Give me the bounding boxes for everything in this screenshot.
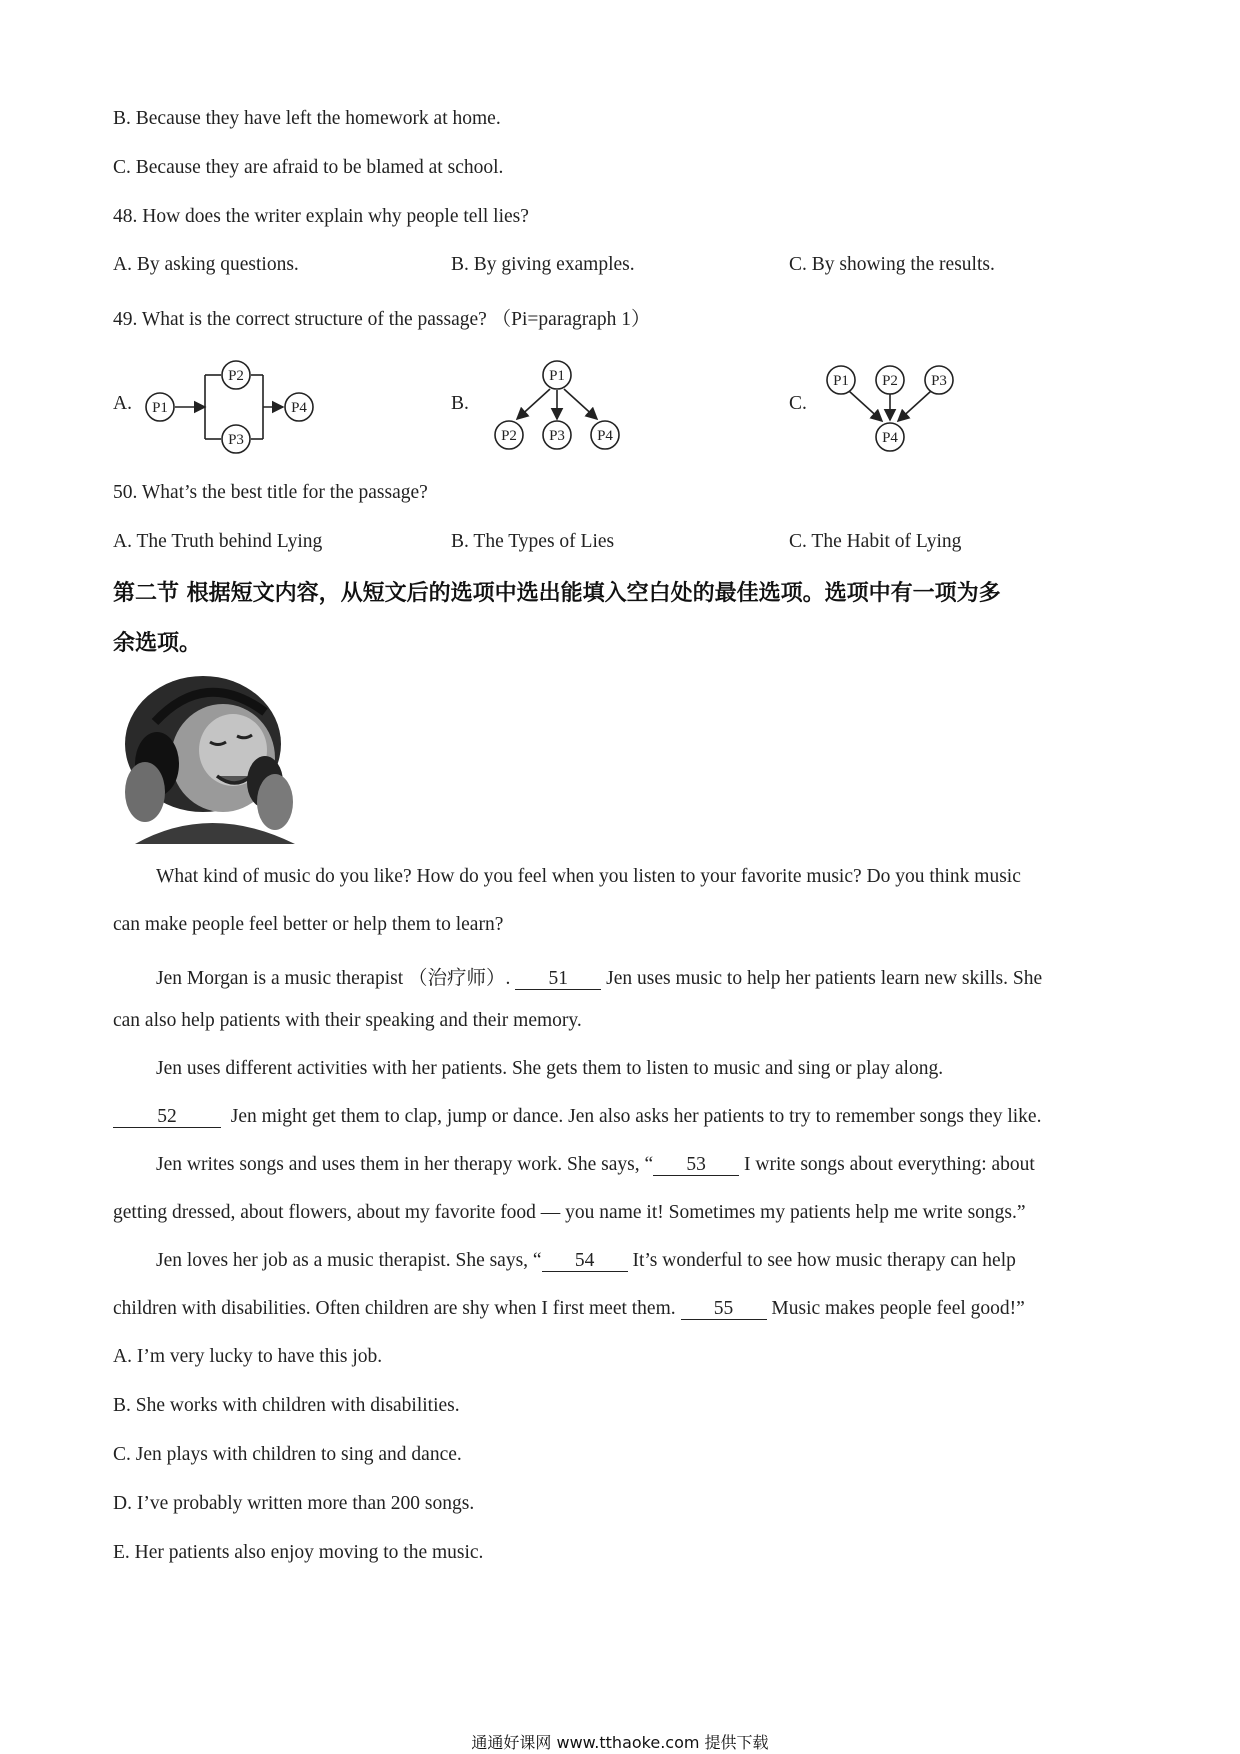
diagram-a-p2: P2 — [228, 368, 244, 384]
diagram-a-p4: P4 — [291, 400, 307, 416]
structure-diagram-a — [143, 360, 325, 454]
diagram-c-p4: P4 — [882, 430, 898, 446]
diagram-c-p1: P1 — [833, 373, 849, 389]
diagram-b-p4: P4 — [597, 428, 613, 444]
q48-option-a: A. By asking questions. — [113, 254, 299, 275]
p2-text-before-blank: Jen Morgan is a music therapist （治疗师）. — [156, 968, 511, 989]
diagram-b-p1: P1 — [549, 368, 565, 384]
p3-text-after-blank: Jen might get them to clap, jump or dance. Jen also asks her patients to try to remember songs they like. — [230, 1106, 1042, 1127]
q47-option-c: C. Because they are afraid to be blamed at school. — [113, 157, 504, 178]
p2-text-after-blank: Jen uses music to help her patients learn new skills. She — [606, 968, 1043, 989]
option-a: A. I’m very lucky to have this job. — [113, 1346, 383, 1367]
structure-diagram-b — [487, 358, 629, 454]
p5-line2-text-after-blank: Music makes people feel good!” — [771, 1298, 1025, 1319]
diagram-c-p3: P3 — [931, 373, 947, 389]
q48-option-b: B. By giving examples. — [451, 254, 635, 275]
passage-p2-line1 — [156, 962, 1042, 990]
child-headphones-photo — [115, 672, 305, 844]
p4-text-after-blank: I write songs about everything: about — [744, 1154, 1035, 1175]
structure-diagram-c — [822, 364, 962, 456]
page-footer: 通通好课网 www.tthaoke.com 提供下载 — [471, 1733, 769, 1752]
q48-option-c: C. By showing the results. — [789, 254, 995, 275]
passage-p4-line1 — [156, 1154, 1035, 1176]
q50-question: 50. What’s the best title for the passage? — [113, 482, 428, 503]
option-d: D. I’ve probably written more than 200 songs. — [113, 1493, 475, 1514]
passage-p5-line1 — [156, 1250, 1016, 1272]
section2-heading-line2: 余选项。 — [113, 631, 202, 656]
p5-text-before-blank: Jen loves her job as a music therapist. She says, “ — [156, 1250, 542, 1271]
option-b: B. She works with children with disabilities. — [113, 1395, 460, 1416]
p5-text-after-blank: It’s wonderful to see how music therapy can help — [632, 1250, 1016, 1271]
diagram-b-p3: P3 — [549, 428, 565, 444]
passage-p1-line2: can make people feel better or help them to learn? — [113, 914, 504, 935]
diagram-a-p3: P3 — [228, 432, 244, 448]
passage-p1-line1: What kind of music do you like? How do you feel when you listen to your favorite music? Do you think music — [156, 866, 1021, 887]
diagram-a-p1: P1 — [152, 400, 168, 416]
passage-p5-line2 — [113, 1298, 1025, 1320]
p5-line2-text-before-blank: children with disabilities. Often children are shy when I first meet them. — [113, 1298, 676, 1319]
blank-54[interactable]: 54 — [542, 1251, 628, 1272]
diagram-c-p2: P2 — [882, 373, 898, 389]
blank-55[interactable]: 55 — [681, 1299, 767, 1320]
blank-53[interactable]: 53 — [653, 1155, 739, 1176]
q49-question: 49. What is the correct structure of the passage? （Pi=paragraph 1） — [113, 309, 651, 330]
q49-option-c-label: C. — [789, 393, 807, 414]
q50-option-c: C. The Habit of Lying — [789, 531, 962, 552]
blank-51[interactable]: 51 — [515, 969, 601, 990]
passage-p4-line2: getting dressed, about flowers, about my favorite food — you name it! Sometimes my patients help me write songs.” — [113, 1202, 1026, 1223]
passage-p3-line1: Jen uses different activities with her patients. She gets them to listen to music and sing or play along. — [156, 1058, 944, 1079]
q50-option-b: B. The Types of Lies — [451, 531, 615, 552]
q48-question: 48. How does the writer explain why people tell lies? — [113, 206, 529, 227]
q50-option-a: A. The Truth behind Lying — [113, 531, 323, 552]
diagram-b-p2: P2 — [501, 428, 517, 444]
p4-text-before-blank: Jen writes songs and uses them in her therapy work. She says, “ — [156, 1154, 654, 1175]
q47-option-b: B. Because they have left the homework at home. — [113, 108, 501, 129]
blank-52[interactable]: 52 — [113, 1107, 221, 1128]
passage-p3-line2 — [113, 1106, 1041, 1128]
q49-option-b-label: B. — [451, 393, 469, 414]
section2-heading-line1: 第二节 根据短文内容，从短文后的选项中选出能填入空白处的最佳选项。选项中有一项为多 — [113, 581, 1001, 606]
q49-option-a-label: A. — [113, 393, 132, 414]
option-c: C. Jen plays with children to sing and dance. — [113, 1444, 462, 1465]
passage-p2-line2: can also help patients with their speaking and their memory. — [113, 1010, 582, 1031]
option-e: E. Her patients also enjoy moving to the music. — [113, 1542, 484, 1563]
